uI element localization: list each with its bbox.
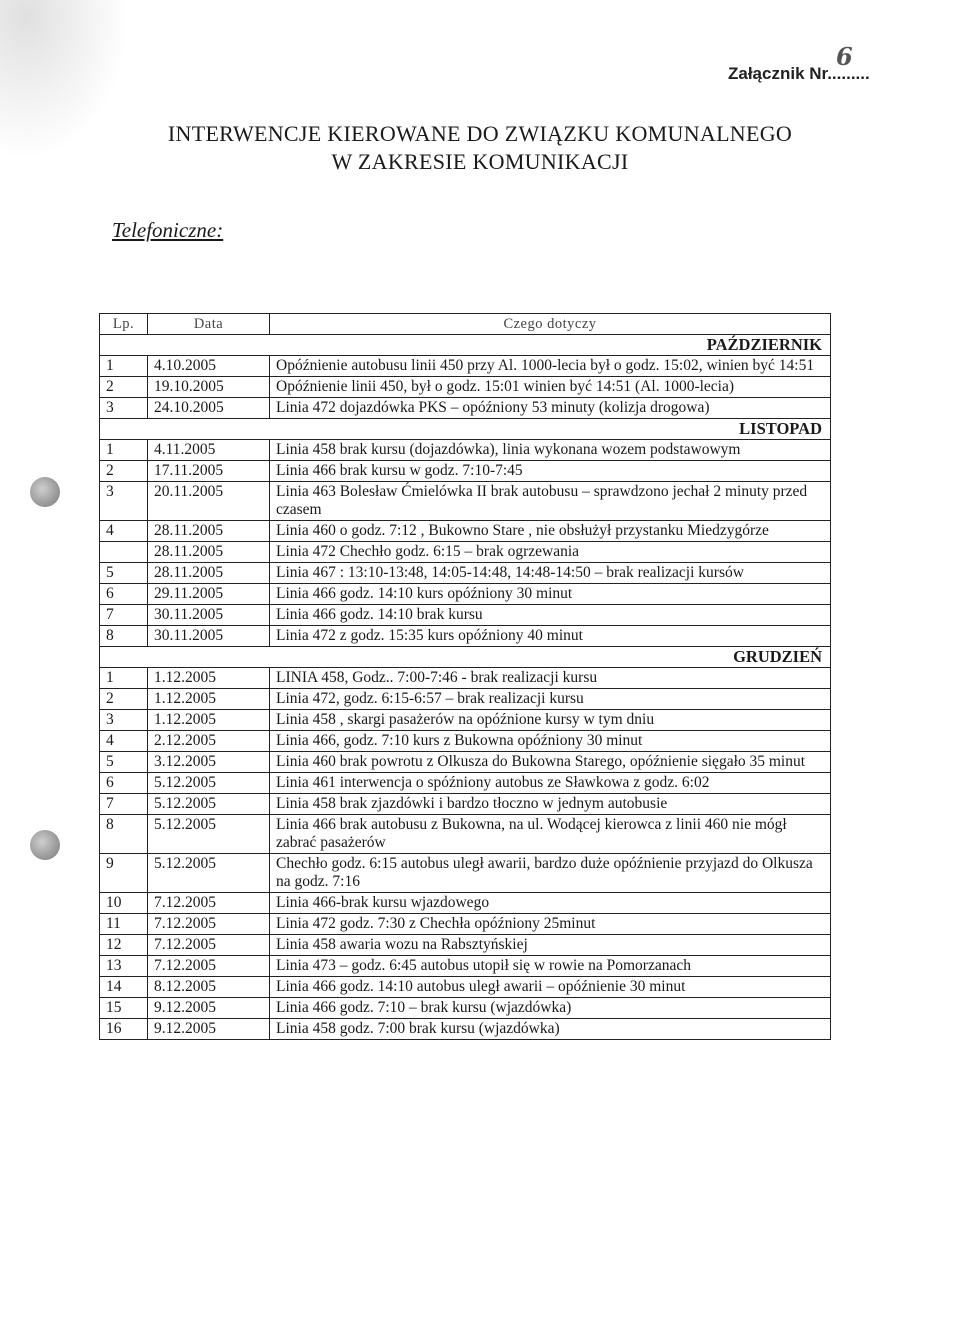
table-row <box>100 584 831 605</box>
header-date: Data <box>148 314 270 335</box>
month-heading: GRUDZIEŃ <box>100 647 831 668</box>
row-date: 5.12.2005 <box>148 773 270 794</box>
row-description: Opóźnienie autobusu linii 450 przy Al. 1000-lecia był o godz. 15:02, winien być 14:51 <box>270 356 831 377</box>
row-description: Linia 458 , skargi pasażerów na opóźnione kursy w tym dniu <box>270 710 831 731</box>
row-date: 30.11.2005 <box>148 626 270 647</box>
row-description: Linia 463 Bolesław Ćmielówka II brak autobusu – sprawdzono jechał 2 minuty przed czasem <box>270 482 831 521</box>
row-number: 8 <box>100 626 148 647</box>
table-row <box>100 854 831 893</box>
row-date: 1.12.2005 <box>148 710 270 731</box>
row-number: 4 <box>100 731 148 752</box>
row-number: 8 <box>100 815 148 854</box>
month-row <box>100 647 831 668</box>
row-description: Linia 472, godz. 6:15-6:57 – brak realizacji kursu <box>270 689 831 710</box>
table-row <box>100 773 831 794</box>
row-description: Linia 472 godz. 7:30 z Chechła opóźniony 25minut <box>270 914 831 935</box>
table-row <box>100 482 831 521</box>
table-row <box>100 563 831 584</box>
row-description: Linia 458 awaria wozu na Rabsztyńskiej <box>270 935 831 956</box>
table-row <box>100 815 831 854</box>
interventions-table <box>99 313 831 1040</box>
row-date: 7.12.2005 <box>148 956 270 977</box>
attachment-number: 6 <box>836 42 853 71</box>
row-date: 7.12.2005 <box>148 893 270 914</box>
row-date: 5.12.2005 <box>148 815 270 854</box>
row-number: 12 <box>100 935 148 956</box>
row-date: 3.12.2005 <box>148 752 270 773</box>
row-description: Linia 466 godz. 14:10 autobus uległ awarii – opóźnienie 30 minut <box>270 977 831 998</box>
row-description: Linia 467 : 13:10-13:48, 14:05-14:48, 14:48-14:50 – brak realizacji kursów <box>270 563 831 584</box>
table-row <box>100 752 831 773</box>
table-row <box>100 668 831 689</box>
row-number: 10 <box>100 893 148 914</box>
header-lp: Lp. <box>100 314 148 335</box>
row-date: 28.11.2005 <box>148 542 270 563</box>
row-description: Linia 472 dojazdówka PKS – opóźniony 53 minuty (kolizja drogowa) <box>270 398 831 419</box>
table-row <box>100 977 831 998</box>
row-description: Linia 460 o godz. 7:12 , Bukowno Stare , nie obsłużył przystanku Miedzygórze <box>270 521 831 542</box>
row-date: 4.10.2005 <box>148 356 270 377</box>
row-date: 20.11.2005 <box>148 482 270 521</box>
table-row <box>100 998 831 1019</box>
header-subject: Czego dotyczy <box>270 314 831 335</box>
table-row <box>100 935 831 956</box>
row-description: Linia 466 brak kursu w godz. 7:10-7:45 <box>270 461 831 482</box>
table-row <box>100 626 831 647</box>
table-row <box>100 956 831 977</box>
punch-hole-lower <box>30 830 60 860</box>
table-row <box>100 440 831 461</box>
row-description: LINIA 458, Godz.. 7:00-7:46 - brak realizacji kursu <box>270 668 831 689</box>
row-number <box>100 542 148 563</box>
row-date: 7.12.2005 <box>148 914 270 935</box>
row-number: 5 <box>100 563 148 584</box>
row-date: 9.12.2005 <box>148 998 270 1019</box>
row-description: Linia 458 brak kursu (dojazdówka), linia wykonana wozem podstawowym <box>270 440 831 461</box>
title-line-1: INTERWENCJE KIEROWANE DO ZWIĄZKU KOMUNALNEGO <box>167 121 793 146</box>
row-number: 5 <box>100 752 148 773</box>
table-row <box>100 710 831 731</box>
row-description: Linia 466, godz. 7:10 kurs z Bukowna opóźniony 30 minut <box>270 731 831 752</box>
row-number: 3 <box>100 710 148 731</box>
row-number: 2 <box>100 689 148 710</box>
row-number: 2 <box>100 377 148 398</box>
title-line-2: W ZAKRESIE KOMUNIKACJI <box>331 149 629 174</box>
row-description: Linia 461 interwencja o spóźniony autobus ze Sławkowa z godz. 6:02 <box>270 773 831 794</box>
row-description: Linia 466-brak kursu wjazdowego <box>270 893 831 914</box>
row-description: Chechło godz. 6:15 autobus uległ awarii, bardzo duże opóźnienie przyjazd do Olkusza na godz. 7:16 <box>270 854 831 893</box>
row-date: 8.12.2005 <box>148 977 270 998</box>
row-number: 2 <box>100 461 148 482</box>
table-row <box>100 521 831 542</box>
row-description: Linia 458 brak zjazdówki i bardzo tłoczno w jednym autobusie <box>270 794 831 815</box>
row-date: 19.10.2005 <box>148 377 270 398</box>
table-body <box>100 335 831 1040</box>
month-heading: LISTOPAD <box>100 419 831 440</box>
row-description: Opóźnienie linii 450, był o godz. 15:01 winien być 14:51 (Al. 1000-lecia) <box>270 377 831 398</box>
table-row <box>100 542 831 563</box>
row-date: 4.11.2005 <box>148 440 270 461</box>
row-date: 5.12.2005 <box>148 854 270 893</box>
table-row <box>100 605 831 626</box>
row-description: Linia 472 Chechło godz. 6:15 – brak ogrzewania <box>270 542 831 563</box>
row-date: 28.11.2005 <box>148 521 270 542</box>
row-description: Linia 466 godz. 7:10 – brak kursu (wjazdówka) <box>270 998 831 1019</box>
row-number: 1 <box>100 440 148 461</box>
row-number: 7 <box>100 605 148 626</box>
table-row <box>100 461 831 482</box>
row-description: Linia 458 godz. 7:00 brak kursu (wjazdówka) <box>270 1019 831 1040</box>
row-description: Linia 460 brak powrotu z Olkusza do Bukowna Starego, opóźnienie sięgało 35 minut <box>270 752 831 773</box>
row-date: 1.12.2005 <box>148 668 270 689</box>
row-date: 9.12.2005 <box>148 1019 270 1040</box>
attachment-label <box>728 42 870 84</box>
row-date: 17.11.2005 <box>148 461 270 482</box>
table-row <box>100 893 831 914</box>
row-date: 2.12.2005 <box>148 731 270 752</box>
table-row <box>100 377 831 398</box>
row-date: 24.10.2005 <box>148 398 270 419</box>
document-title <box>0 120 960 176</box>
table-row <box>100 731 831 752</box>
row-number: 9 <box>100 854 148 893</box>
row-number: 15 <box>100 998 148 1019</box>
row-number: 13 <box>100 956 148 977</box>
month-row <box>100 419 831 440</box>
row-date: 1.12.2005 <box>148 689 270 710</box>
punch-hole-upper <box>30 477 60 507</box>
table-row <box>100 1019 831 1040</box>
row-description: Linia 473 – godz. 6:45 autobus utopił się w rowie na Pomorzanach <box>270 956 831 977</box>
row-number: 3 <box>100 482 148 521</box>
row-number: 6 <box>100 584 148 605</box>
attachment-text: Załącznik Nr......... <box>728 64 870 83</box>
row-date: 7.12.2005 <box>148 935 270 956</box>
row-date: 30.11.2005 <box>148 605 270 626</box>
row-number: 3 <box>100 398 148 419</box>
row-date: 28.11.2005 <box>148 563 270 584</box>
row-number: 4 <box>100 521 148 542</box>
table-header-row <box>100 314 831 335</box>
row-number: 7 <box>100 794 148 815</box>
row-number: 14 <box>100 977 148 998</box>
row-number: 1 <box>100 356 148 377</box>
row-date: 5.12.2005 <box>148 794 270 815</box>
table-row <box>100 914 831 935</box>
month-heading: PAŹDZIERNIK <box>100 335 831 356</box>
table-row <box>100 794 831 815</box>
month-row <box>100 335 831 356</box>
row-description: Linia 466 godz. 14:10 brak kursu <box>270 605 831 626</box>
row-number: 16 <box>100 1019 148 1040</box>
table-row <box>100 398 831 419</box>
section-subheading: Telefoniczne: <box>112 218 224 242</box>
table-row <box>100 356 831 377</box>
row-number: 1 <box>100 668 148 689</box>
row-description: Linia 466 brak autobusu z Bukowna, na ul. Wodącej kierowca z linii 460 nie mógł zabrać pasażerów <box>270 815 831 854</box>
row-date: 29.11.2005 <box>148 584 270 605</box>
row-description: Linia 472 z godz. 15:35 kurs opóźniony 40 minut <box>270 626 831 647</box>
row-number: 6 <box>100 773 148 794</box>
row-description: Linia 466 godz. 14:10 kurs opóźniony 30 minut <box>270 584 831 605</box>
table-row <box>100 689 831 710</box>
row-number: 11 <box>100 914 148 935</box>
